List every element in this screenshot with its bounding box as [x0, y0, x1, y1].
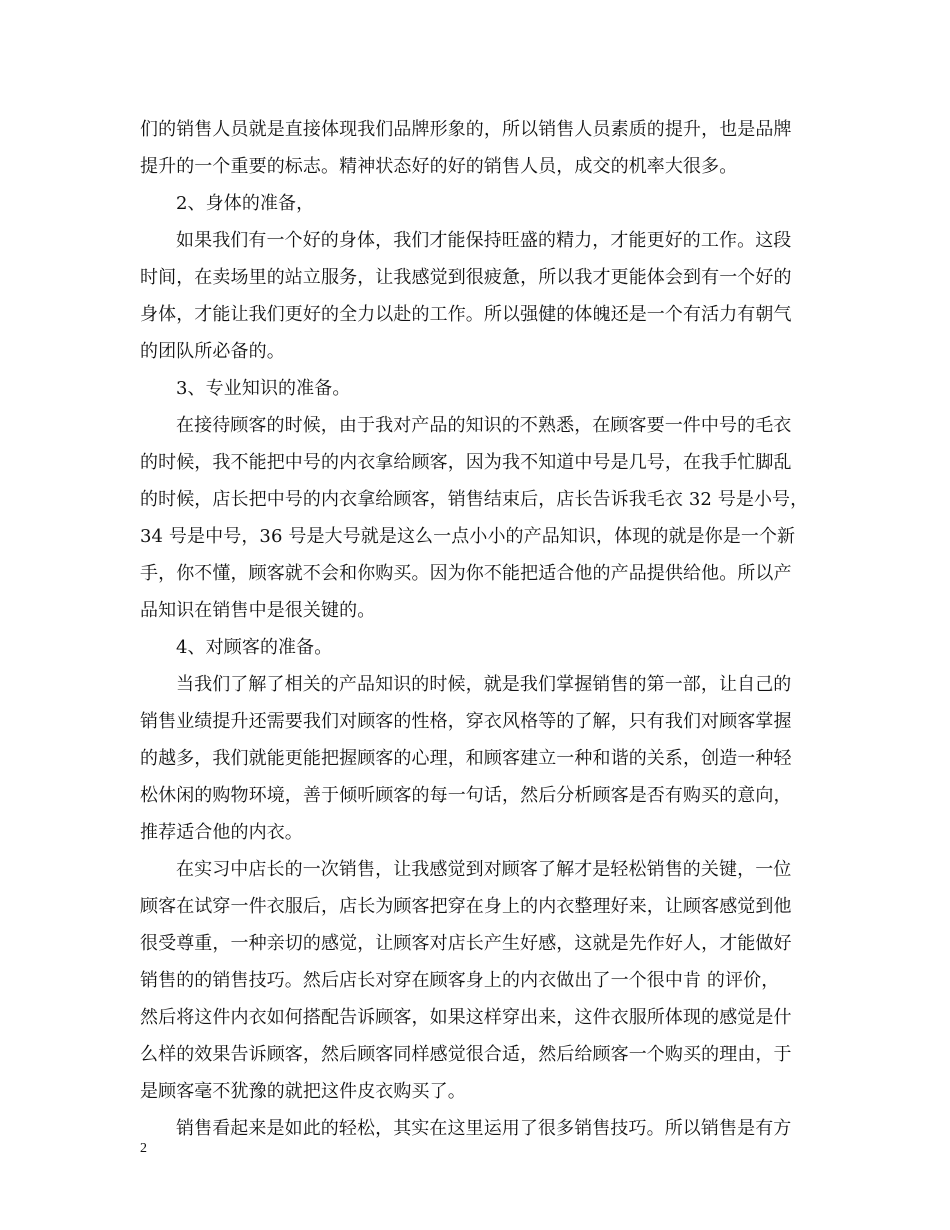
text-line: 的越多，我们就能更能把握顾客的心理，和顾客建立一种和谐的关系，创造一种轻 [140, 748, 792, 769]
text-line: 身体，才能让我们更好的全力以赴的工作。所以强健的体魄还是一个有活力有朝气 [140, 304, 792, 325]
text-line: 提升的一个重要的标志。精神状态好的好的销售人员，成交的机率大很多。 [140, 156, 738, 177]
text-line: 松休闲的购物环境，善于倾听顾客的每一句话，然后分析顾客是否有购买的意向， [140, 785, 792, 806]
section-heading: 2、身体的准备， [176, 193, 315, 214]
text-line: 当我们了解了相关的产品知识的时候，就是我们掌握销售的第一部，让自己的 [176, 674, 792, 695]
text-line: 在实习中店长的一次销售，让我感觉到对顾客了解才是轻松销售的关键，一位 [176, 859, 792, 880]
text-line: 的时候，店长把中号的内衣拿给顾客，销售结束后，店长告诉我毛衣 32 号是小号， [140, 489, 809, 510]
text-line: 如果我们有一个好的身体，我们才能保持旺盛的精力，才能更好的工作。这段 [176, 230, 792, 251]
text-line: 很受尊重，一种亲切的感觉，让顾客对店长产生好感，这就是先作好人，才能做好 [140, 933, 792, 954]
text-line: 们的销售人员就是直接体现我们品牌形象的，所以销售人员素质的提升，也是品牌 [140, 119, 792, 140]
text-line: 销售的的销售技巧。然后店长对穿在顾客身上的内衣做出了一个很中肯 的评价， [140, 970, 780, 991]
section-heading: 4、对顾客的准备。 [176, 637, 333, 658]
text-line: 是顾客毫不犹豫的就把这件皮衣购买了。 [140, 1081, 466, 1102]
page-number: 2 [140, 1141, 147, 1156]
text-line: 推荐适合他的内衣。 [140, 822, 303, 843]
text-line: 的时候，我不能把中号的内衣拿给顾客，因为我不知道中号是几号，在我手忙脚乱 [140, 452, 792, 473]
section-heading: 3、专业知识的准备。 [176, 378, 351, 399]
text-line: 然后将这件内衣如何搭配告诉顾客，如果这样穿出来，这件衣服所体现的感觉是什 [140, 1007, 792, 1028]
text-line: 34 号是中号，36 号是大号就是这么一点小小的产品知识，体现的就是你是一个新 [140, 526, 796, 547]
text-line: 销售看起来是如此的轻松，其实在这里运用了很多销售技巧。所以销售是有方 [176, 1118, 792, 1139]
text-line: 的团队所必备的。 [140, 341, 285, 362]
text-line: 销售业绩提升还需要我们对顾客的性格，穿衣风格等的了解，只有我们对顾客掌握 [140, 711, 792, 732]
text-line: 在接待顾客的时候，由于我对产品的知识的不熟悉，在顾客要一件中号的毛衣 [176, 415, 792, 436]
text-line: 么样的效果告诉顾客，然后顾客同样感觉很合适，然后给顾客一个购买的理由，于 [140, 1044, 792, 1065]
text-line: 手，你不懂，顾客就不会和你购买。因为你不能把适合他的产品提供给他。所以产 [140, 563, 792, 584]
text-line: 品知识在销售中是很关键的。 [140, 600, 376, 621]
text-line: 顾客在试穿一件衣服后，店长为顾客把穿在身上的内衣整理好来，让顾客感觉到他 [140, 896, 792, 917]
text-line: 时间，在卖场里的站立服务，让我感觉到很疲惫，所以我才更能体会到有一个好的 [140, 267, 792, 288]
